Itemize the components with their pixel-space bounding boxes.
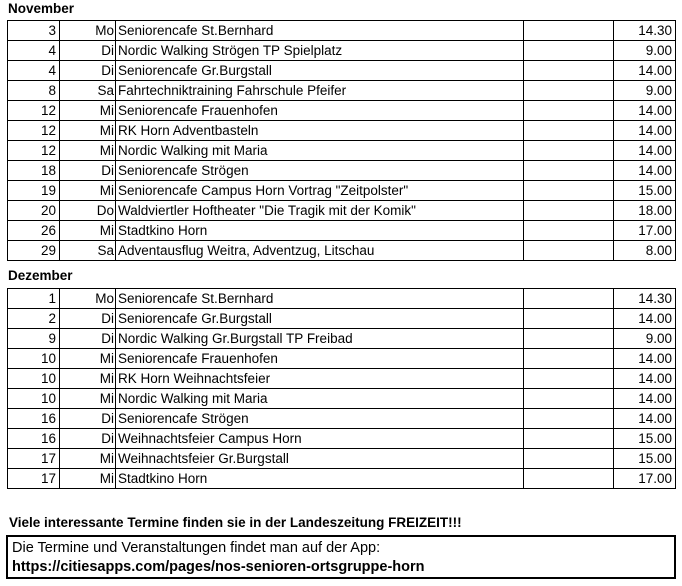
schedule-row [8,241,676,261]
weekday-cell: Mo [60,21,116,41]
time-cell: 14.00 [614,121,676,141]
time-cell: 9.00 [614,329,676,349]
schedule-row [8,369,676,389]
event-cell: Weihnachtsfeier Gr.Burgstall [116,449,524,469]
weekday-cell: Sa [60,81,116,101]
weekday-cell: Mi [60,389,116,409]
schedule-row [8,449,676,469]
weekday-cell: Mi [60,101,116,121]
empty-cell [524,329,614,349]
schedule-row [8,389,676,409]
app-info-text: Die Termine und Veranstaltungen findet man auf der App: [12,540,381,556]
time-cell: 14.00 [614,161,676,181]
schedule-row [8,289,676,309]
empty-cell [524,41,614,61]
time-cell: 8.00 [614,241,676,261]
schedule-row [8,101,676,121]
day-cell: 29 [8,241,60,261]
empty-cell [524,201,614,221]
schedule-row [8,161,676,181]
event-cell: Seniorencafe St.Bernhard [116,289,524,309]
day-cell: 12 [8,141,60,161]
schedule-row [8,181,676,201]
event-cell: Stadtkino Horn [116,469,524,489]
empty-cell [524,349,614,369]
weekday-cell: Mi [60,349,116,369]
weekday-cell: Mi [60,469,116,489]
day-cell: 18 [8,161,60,181]
empty-cell [524,81,614,101]
weekday-cell: Mi [60,221,116,241]
weekday-cell: Do [60,201,116,221]
empty-cell [524,101,614,121]
day-cell: 16 [8,429,60,449]
event-cell: RK Horn Adventbasteln [116,121,524,141]
day-cell: 17 [8,469,60,489]
empty-cell [524,429,614,449]
dezember-schedule-table [7,288,676,489]
event-cell: Stadtkino Horn [116,221,524,241]
time-cell: 14.30 [614,289,676,309]
schedule-row [8,121,676,141]
time-cell: 14.30 [614,21,676,41]
event-cell: Seniorencafe St.Bernhard [116,21,524,41]
time-cell: 17.00 [614,469,676,489]
event-cell: Seniorencafe Frauenhofen [116,349,524,369]
weekday-cell: Di [60,429,116,449]
time-cell: 15.00 [614,449,676,469]
day-cell: 26 [8,221,60,241]
empty-cell [524,221,614,241]
empty-cell [524,241,614,261]
weekday-cell: Mi [60,369,116,389]
weekday-cell: Di [60,309,116,329]
time-cell: 14.00 [614,101,676,121]
day-cell: 4 [8,41,60,61]
event-cell: Seniorencafe Frauenhofen [116,101,524,121]
event-cell: Fahrtechniktraining Fahrschule Pfeifer [116,81,524,101]
freizeit-note: Viele interessante Termine finden sie in der Landeszeitung FREIZEIT!!! [9,515,462,530]
empty-cell [524,469,614,489]
weekday-cell: Di [60,329,116,349]
event-cell: Waldviertler Hoftheater "Die Tragik mit der Komik" [116,201,524,221]
time-cell: 17.00 [614,221,676,241]
event-cell: Adventausflug Weitra, Adventzug, Litschau [116,241,524,261]
schedule-row [8,221,676,241]
schedule-row [8,329,676,349]
event-cell: Seniorencafe Gr.Burgstall [116,309,524,329]
time-cell: 14.00 [614,389,676,409]
month-heading-november: November [8,1,75,16]
app-info-box [6,535,676,579]
event-cell: Nordic Walking Strögen TP Spielplatz [116,41,524,61]
time-cell: 14.00 [614,141,676,161]
day-cell: 2 [8,309,60,329]
weekday-cell: Mi [60,121,116,141]
weekday-cell: Mi [60,181,116,201]
event-cell: Seniorencafe Strögen [116,409,524,429]
schedule-row [8,201,676,221]
day-cell: 16 [8,409,60,429]
event-cell: Seniorencafe Campus Horn Vortrag "Zeitpolster" [116,181,524,201]
empty-cell [524,181,614,201]
time-cell: 14.00 [614,409,676,429]
event-cell: Nordic Walking mit Maria [116,141,524,161]
day-cell: 12 [8,121,60,141]
schedule-row [8,41,676,61]
empty-cell [524,161,614,181]
event-cell: Nordic Walking Gr.Burgstall TP Freibad [116,329,524,349]
event-cell: Seniorencafe Gr.Burgstall [116,61,524,81]
schedule-row [8,309,676,329]
day-cell: 17 [8,449,60,469]
time-cell: 15.00 [614,429,676,449]
empty-cell [524,369,614,389]
weekday-cell: Sa [60,241,116,261]
month-heading-dezember: Dezember [8,268,73,283]
time-cell: 14.00 [614,369,676,389]
empty-cell [524,389,614,409]
schedule-row [8,349,676,369]
weekday-cell: Di [60,409,116,429]
weekday-cell: Mo [60,289,116,309]
schedule-row [8,469,676,489]
weekday-cell: Di [60,161,116,181]
day-cell: 20 [8,201,60,221]
schedule-row [8,61,676,81]
empty-cell [524,309,614,329]
empty-cell [524,61,614,81]
day-cell: 10 [8,369,60,389]
day-cell: 12 [8,101,60,121]
event-cell: RK Horn Weihnachtsfeier [116,369,524,389]
empty-cell [524,449,614,469]
time-cell: 14.00 [614,61,676,81]
time-cell: 9.00 [614,81,676,101]
day-cell: 8 [8,81,60,101]
day-cell: 1 [8,289,60,309]
schedule-row [8,21,676,41]
day-cell: 19 [8,181,60,201]
day-cell: 3 [8,21,60,41]
time-cell: 9.00 [614,41,676,61]
empty-cell [524,409,614,429]
weekday-cell: Mi [60,449,116,469]
empty-cell [524,21,614,41]
schedule-row [8,429,676,449]
empty-cell [524,141,614,161]
weekday-cell: Di [60,61,116,81]
app-url-link[interactable]: https://citiesapps.com/pages/nos-senioren-ortsgruppe-horn [12,559,425,575]
schedule-row [8,409,676,429]
day-cell: 10 [8,389,60,409]
weekday-cell: Mi [60,141,116,161]
event-cell: Weihnachtsfeier Campus Horn [116,429,524,449]
november-schedule-table [7,20,676,261]
empty-cell [524,121,614,141]
schedule-row [8,81,676,101]
time-cell: 15.00 [614,181,676,201]
time-cell: 18.00 [614,201,676,221]
time-cell: 14.00 [614,309,676,329]
schedule-row [8,141,676,161]
day-cell: 4 [8,61,60,81]
weekday-cell: Di [60,41,116,61]
day-cell: 10 [8,349,60,369]
empty-cell [524,289,614,309]
event-cell: Seniorencafe Strögen [116,161,524,181]
event-cell: Nordic Walking mit Maria [116,389,524,409]
day-cell: 9 [8,329,60,349]
time-cell: 14.00 [614,349,676,369]
